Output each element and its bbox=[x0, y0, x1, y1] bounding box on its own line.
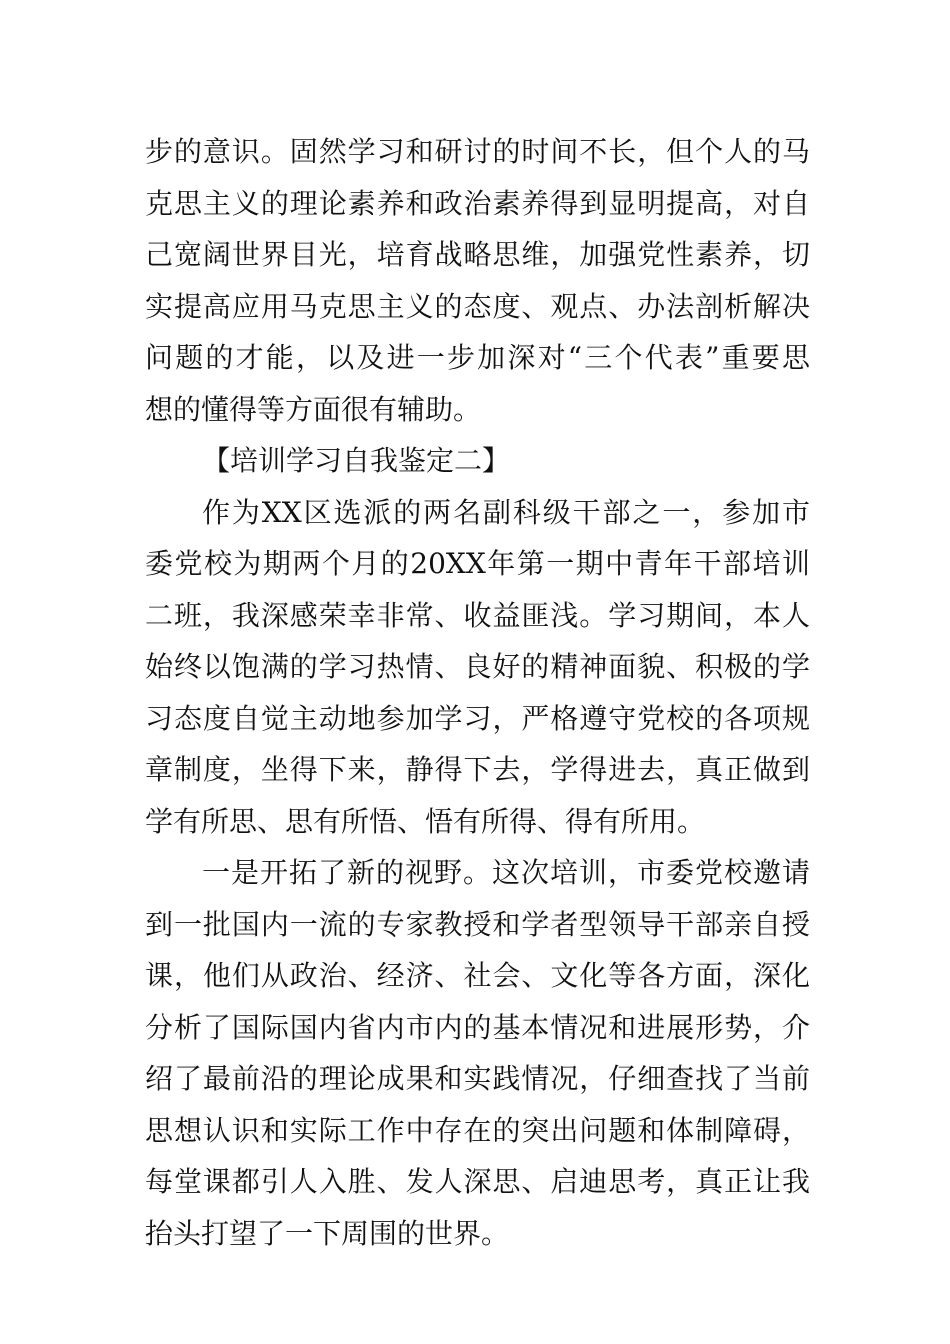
text-line: 步的意识。固然学习和研讨的时间不长，但个人的马 bbox=[145, 135, 810, 168]
text-line: 委党校为期两个月的20XX年第一期中青年干部培训 bbox=[145, 547, 810, 580]
text-line: 习态度自觉主动地参加学习，严格遵守党校的各项规 bbox=[145, 701, 810, 735]
text-line: 绍了最前沿的理论成果和实践情况，仔细查找了当前 bbox=[145, 1062, 810, 1095]
text-line: 二班，我深感荣幸非常、收益匪浅。学习期间，本人 bbox=[145, 598, 810, 632]
text-line: 己宽阔世界目光，培育战略思维，加强党性素养，切 bbox=[145, 238, 810, 271]
text-line: 想的懂得等方面很有辅助。 bbox=[145, 392, 482, 426]
text-line: 学有所思、思有所悟、悟有所得、得有所用。 bbox=[145, 804, 706, 838]
document-body bbox=[145, 126, 810, 1259]
text-line: 始终以饱满的学习热情、良好的精神面貌、积极的学 bbox=[145, 650, 810, 683]
text-line: 实提高应用马克思主义的态度、观点、办法剖析解决 bbox=[145, 289, 810, 323]
text-line: 思想认识和实际工作中存在的突出问题和体制障碍， bbox=[145, 1113, 810, 1147]
text-line: 一是开拓了新的视野。这次培训，市委党校邀请 bbox=[202, 856, 810, 889]
text-line: 每堂课都引人入胜、发人深思、启迪思考，真正让我 bbox=[145, 1165, 810, 1198]
text-line: 分析了国际国内省内市内的基本情况和进展形势，介 bbox=[145, 1010, 810, 1044]
text-line: 到一批国内一流的专家教授和学者型领导干部亲自授 bbox=[145, 907, 810, 941]
text-line: 作为XX区选派的两名副科级干部之一，参加市 bbox=[202, 495, 810, 529]
text-line: 课，他们从政治、经济、社会、文化等各方面，深化 bbox=[145, 959, 810, 992]
text-line: 抬头打望了一下周围的世界。 bbox=[145, 1216, 510, 1250]
section-heading: 【培训学习自我鉴定二】 bbox=[202, 444, 511, 477]
text-line: 克思主义的理论素养和政治素养得到显明提高，对自 bbox=[145, 186, 810, 220]
text-line: 问题的才能，以及进一步加深对“三个代表”重要思 bbox=[145, 341, 810, 374]
text-line: 章制度，坐得下来，静得下去，学得进去，真正做到 bbox=[145, 753, 810, 786]
